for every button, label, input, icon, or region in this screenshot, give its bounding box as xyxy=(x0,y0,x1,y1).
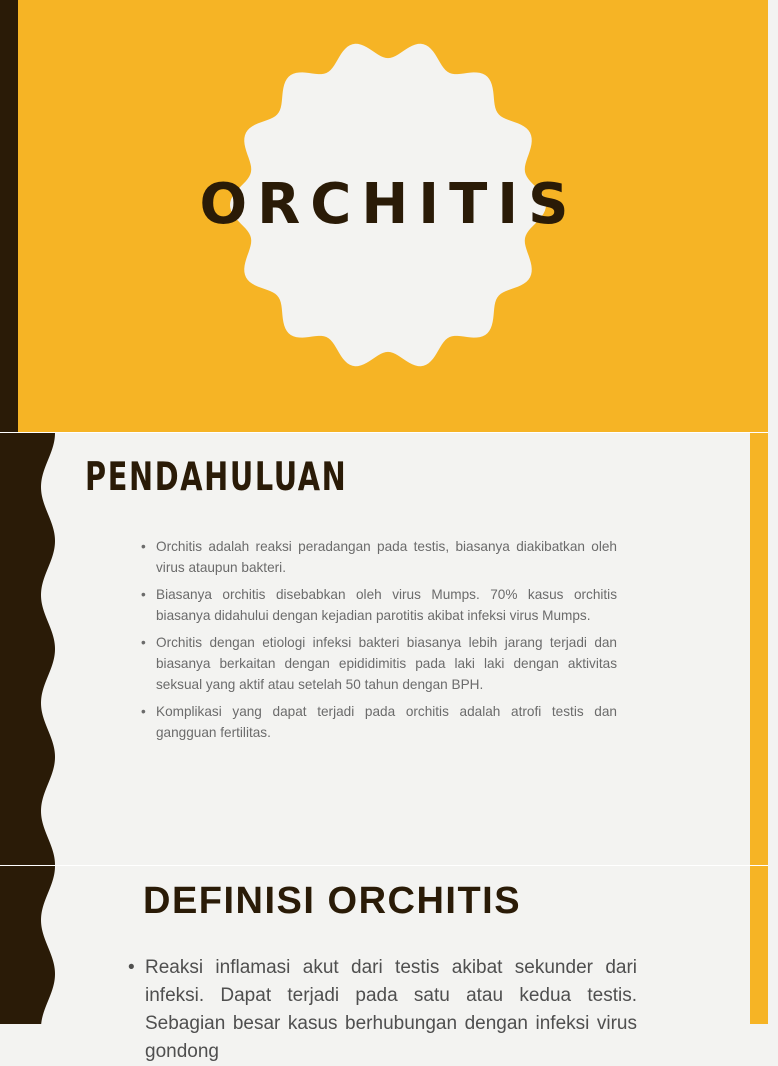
wavy-left-border xyxy=(0,866,60,1024)
definition-slide xyxy=(0,866,768,1062)
wavy-left-border xyxy=(0,433,60,865)
bullet-item: • Biasanya orchitis disebabkan oleh virus Mumps. 70% kasus orchitis biasanya didahului dengan kejadian parotitis akibat infeksi virus Mumps. xyxy=(141,584,617,626)
bullet-item: • Komplikasi yang dapat terjadi pada orchitis adalah atrofi testis dan gangguan fertilitas. xyxy=(141,701,617,743)
bullet-item: • Orchitis dengan etiologi infeksi bakteri biasanya lebih jarang terjadi dan biasanya berkaitan dengan epididimitis pada laki laki dengan aktivitas seksual yang aktif atau setelah 50 tahun dengan BPH. xyxy=(141,632,617,695)
bullet-list xyxy=(128,954,637,1066)
right-accent-bar xyxy=(750,866,768,1024)
bullet-item: • Reaksi inflamasi akut dari testis akibat sekunder dari infeksi. Dapat terjadi pada satu atau kedua testis. Sebagian besar kasus berhubungan dengan infeksi virus gondong xyxy=(128,954,637,1066)
bullet-item: • Orchitis adalah reaksi peradangan pada testis, biasanya diakibatkan oleh virus ataupun bakteri. xyxy=(141,536,617,578)
section-heading: DEFINISI ORCHITIS xyxy=(143,880,522,922)
bullet-list xyxy=(141,536,617,749)
slide-title: ORCHITIS xyxy=(199,172,579,237)
right-accent-bar xyxy=(750,433,768,865)
intro-slide xyxy=(0,433,768,865)
section-heading: PENDAHULUAN xyxy=(85,455,348,500)
title-slide xyxy=(0,0,768,432)
